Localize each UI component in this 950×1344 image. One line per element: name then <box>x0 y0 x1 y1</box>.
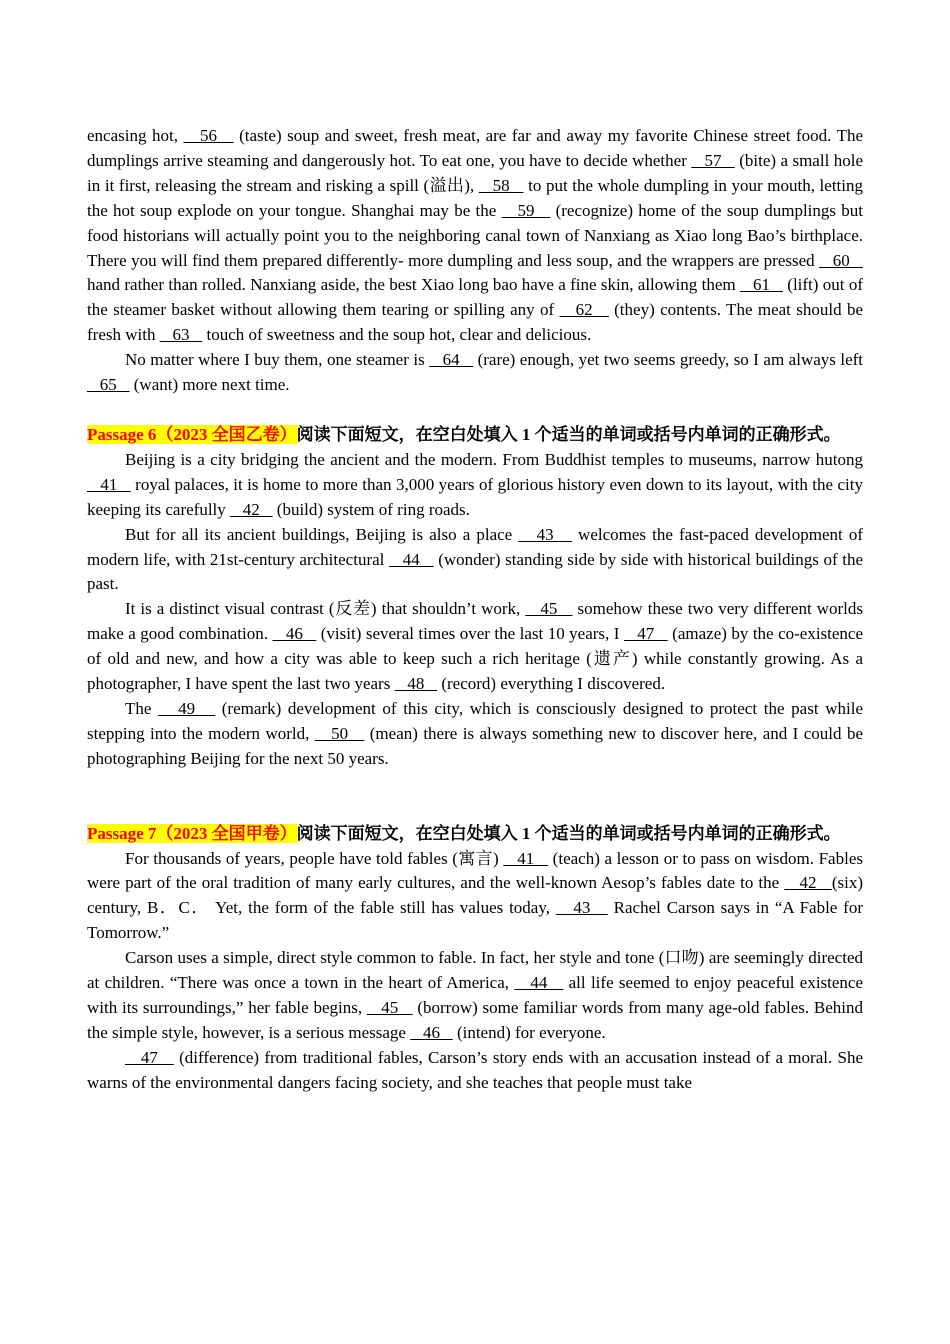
text: to put the whole dumpling in your mouth, letting the hot soup explode on your tongue. Shanghai may be the <box>87 175 863 220</box>
passage-6-paragraph-1 <box>87 448 863 523</box>
text: For thousands of years, people have told fables (寓言) <box>125 848 504 868</box>
blank-47[interactable]: 47 <box>125 1047 174 1067</box>
blank-44[interactable]: 44 <box>388 549 434 569</box>
text: It is a distinct visual contrast (反差) that shouldn’t work, <box>125 599 526 619</box>
blank-42[interactable]: 42 <box>784 873 832 893</box>
text: (teach) a lesson or to pass on wisdom. Fables were part of the oral tradition of many early cultures, and the well-known Aesop’s fables date to the <box>87 848 863 893</box>
text: (taste) soup and sweet, fresh meat, are far and away my favorite Chinese street food. The dumplings arrive steaming and dangerously hot. To eat one, you have to decide whether <box>87 126 863 170</box>
blank-48[interactable]: 48 <box>394 674 438 694</box>
blank-61[interactable]: 61 <box>739 275 783 295</box>
text: royal palaces, it is home to more than 3,000 years of glorious history even down to its layout, with the city keeping its carefully <box>87 474 864 519</box>
text: (remark) development of this city, which is consciously designed to protect the past while stepping into the modern world, <box>87 698 863 743</box>
blank-65[interactable]: 65 <box>87 375 130 395</box>
text: The <box>125 698 159 718</box>
passage-6-paragraph-2 <box>87 523 863 598</box>
text: hand rather than rolled. Nanxiang aside, the best Xiao long bao have a fine skin, allowing them <box>87 275 740 295</box>
passage-7-heading <box>87 822 863 847</box>
blank-59[interactable]: 59 <box>501 200 551 220</box>
blank-41[interactable]: 41 <box>503 848 549 868</box>
blank-50[interactable]: 50 <box>314 723 365 743</box>
text: Carson uses a simple, direct style common to fable. In fact, her style and tone (口吻) are seemingly directed at children. “There was once a town in the heart of America, <box>87 948 863 993</box>
passage-6-paragraph-3 <box>87 597 863 697</box>
text: (mean) there is always something new to discover here, and I could be photographing Beijing for the next 50 years. <box>87 723 863 768</box>
text: (lift) out of the steamer basket without allowing them tearing or spilling any of <box>87 275 863 320</box>
text: (they) contents. The meat should be fresh with <box>87 300 864 345</box>
passage-7-paragraph-2 <box>87 946 863 1046</box>
blank-49[interactable]: 49 <box>158 698 216 718</box>
passage-6-paragraph-4 <box>87 697 863 772</box>
blank-64[interactable]: 64 <box>429 350 474 370</box>
blank-47[interactable]: 47 <box>623 624 668 644</box>
text: encasing hot, <box>87 126 184 145</box>
text: (visit) several times over the last 10 years, I <box>316 624 624 644</box>
text: (recognize) home of the soup dumplings but food historians will actually point you to the neighboring canal town of Nanxiang as Xiao long Bao’s birthplace. There you will find them prepared differently- more dumpling and less soup, and the wrappers are pressed <box>87 200 864 270</box>
text: (rare) enough, yet two seems greedy, so I am always left <box>473 350 864 370</box>
blank-63[interactable]: 63 <box>159 325 203 345</box>
blank-45[interactable]: 45 <box>366 998 413 1017</box>
blank-46[interactable]: 46 <box>410 1022 453 1042</box>
text: (difference) from traditional fables, Carson’s story ends with an accusation instead of a moral. She warns of the environmental dangers facing society, and she teaches that people must take <box>87 1047 864 1092</box>
blank-45[interactable]: 45 <box>525 599 573 619</box>
passage-5-paragraph-3 <box>87 124 863 348</box>
text: touch of sweetness and the soup hot, clear and delicious. <box>202 325 592 345</box>
passage-6-instruction: 阅读下面短文，在空白处填入 1 个适当的单词或括号内单词的正确形式。 <box>296 424 841 444</box>
blank-62[interactable]: 62 <box>559 300 609 320</box>
passage-6-heading <box>87 423 863 448</box>
blank-44[interactable]: 44 <box>514 973 564 993</box>
text: somehow these two very different worlds make a good combination. <box>87 599 863 644</box>
text: Beijing is a city bridging the ancient and the modern. From Buddhist temples to museums, narrow hutong <box>125 449 863 469</box>
text: welcomes the fast-paced development of modern life, with 21st-century architectural <box>87 524 864 569</box>
blank-46[interactable]: 46 <box>272 624 317 644</box>
text: (build) system of ring roads. <box>272 499 470 519</box>
spacer <box>87 772 863 822</box>
text: But for all its ancient buildings, Beijing is also a place <box>125 524 519 544</box>
blank-43[interactable]: 43 <box>555 898 608 918</box>
text: No matter where I buy them, one steamer is <box>125 350 430 370</box>
blank-60[interactable]: 60 <box>819 250 864 270</box>
text: (six) century, B．C． Yet, the form of the fable still has values today, <box>87 873 863 918</box>
text: Rachel Carson says in “A Fable for Tomorrow.” <box>87 898 863 943</box>
blank-58[interactable]: 58 <box>478 175 524 195</box>
text: (borrow) some familiar words from many age-old fables. Behind the simple style, however, is a serious message <box>87 998 863 1042</box>
passage-7-label: Passage 7（2023 全国甲卷） <box>87 823 297 843</box>
passage-7-paragraph-3 <box>87 1046 863 1096</box>
blank-56[interactable]: 56 <box>183 126 234 145</box>
passage-6-label: Passage 6（2023 全国乙卷） <box>87 424 297 444</box>
text: (amaze) by the co-existence of old and new, and how a city was able to keep such a rich heritage (遗产) while constantly growing. As a photographer, I have spent the last two years <box>87 624 864 694</box>
blank-42[interactable]: 42 <box>230 499 273 519</box>
blank-41[interactable]: 41 <box>87 474 131 494</box>
text: (record) everything I discovered. <box>437 674 666 694</box>
blank-43[interactable]: 43 <box>518 524 572 544</box>
document-page <box>87 124 863 1096</box>
passage-7-instruction: 阅读下面短文，在空白处填入 1 个适当的单词或括号内单词的正确形式。 <box>296 823 841 843</box>
text: (intend) for everyone. <box>452 1022 606 1042</box>
text: (wonder) standing side by side with historical buildings of the past. <box>87 549 863 594</box>
text: (bite) a small hole in it first, releasing the stream and risking a spill (溢出), <box>87 150 863 195</box>
passage-5-paragraph-4 <box>87 348 863 398</box>
text: (want) more next time. <box>129 375 290 395</box>
blank-57[interactable]: 57 <box>691 150 735 170</box>
spacer <box>87 398 863 423</box>
passage-7-paragraph-1 <box>87 847 863 947</box>
text: all life seemed to enjoy peaceful existence with its surroundings,” her fable begins, <box>87 973 864 1017</box>
